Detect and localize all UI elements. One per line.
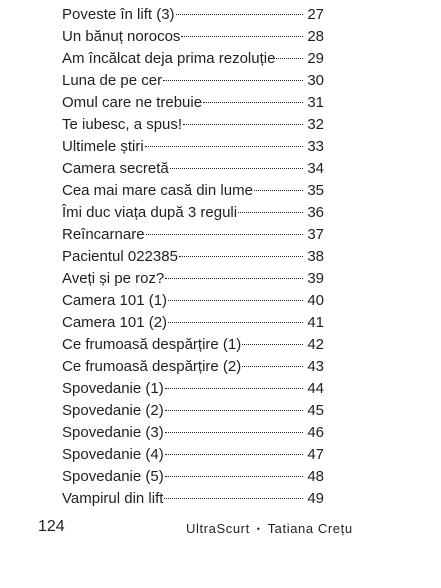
toc-entry-title: Camera 101 (1) (62, 292, 168, 309)
toc-entry (62, 444, 324, 466)
dot-leader (168, 322, 303, 323)
toc-entry-title: Îmi duc viața după 3 reguli (62, 204, 238, 221)
toc-entry-title: Spovedanie (3) (62, 424, 164, 441)
toc-entry-page: 41 (307, 314, 324, 331)
toc-entry-page: 43 (307, 358, 324, 375)
toc-entry-title: Aveți și pe roz? (62, 270, 165, 287)
toc-entry (62, 268, 324, 290)
toc-entry-page: 48 (307, 468, 324, 485)
dot-leader (179, 256, 303, 257)
dot-leader (165, 476, 303, 477)
toc-entry-page: 46 (307, 424, 324, 441)
toc-entry-title: Spovedanie (5) (62, 468, 164, 485)
toc-entry (62, 114, 324, 136)
dot-leader (254, 190, 303, 191)
toc-entry (62, 202, 324, 224)
dot-leader (165, 388, 303, 389)
toc-entry (62, 92, 324, 114)
toc-entry-page: 49 (307, 490, 324, 507)
toc-entry-title: Spovedanie (1) (62, 380, 164, 397)
toc-entry-title: Un bănuț norocos (62, 28, 181, 45)
dot-leader (146, 234, 303, 235)
dot-leader (203, 102, 303, 103)
toc-entry-title: Te iubesc, a spus! (62, 116, 183, 133)
toc-entry-title: Poveste în lift (3) (62, 6, 175, 23)
toc-entry-page: 47 (307, 446, 324, 463)
author-name: Tatiana Crețu (267, 521, 353, 536)
page-footer (38, 518, 368, 540)
dot-leader (163, 80, 303, 81)
toc-entry-page: 36 (307, 204, 324, 221)
dot-leader (181, 36, 303, 37)
toc-entry (62, 70, 324, 92)
dot-leader (165, 454, 303, 455)
toc-entry-title: Vampirul din lift (62, 490, 164, 507)
toc-entry-page: 39 (307, 270, 324, 287)
toc-entry (62, 224, 324, 246)
toc-entry (62, 312, 324, 334)
toc-entry-page: 38 (307, 248, 324, 265)
toc-entry-title: Pacientul 022385 (62, 248, 178, 265)
toc-entry-title: Ce frumoasă despărțire (2) (62, 358, 242, 375)
dot-leader (165, 410, 303, 411)
toc-entry-title: Cea mai mare casă din lume (62, 182, 253, 199)
toc-entry-page: 31 (307, 94, 324, 111)
toc-entry (62, 136, 324, 158)
toc-entry (62, 334, 324, 356)
toc-entry (62, 290, 324, 312)
dot-leader (168, 300, 303, 301)
toc-entry (62, 400, 324, 422)
toc-entry (62, 48, 324, 70)
running-footer (186, 521, 353, 536)
toc-entry-title: Spovedanie (4) (62, 446, 164, 463)
dot-leader (238, 212, 303, 213)
toc-entry-title: Spovedanie (2) (62, 402, 164, 419)
toc-entry (62, 158, 324, 180)
toc-entry (62, 180, 324, 202)
toc-entry-page: 45 (307, 402, 324, 419)
dot-leader (176, 14, 303, 15)
toc-entry (62, 4, 324, 26)
dot-leader (183, 124, 303, 125)
toc-entry (62, 466, 324, 488)
dot-leader (145, 146, 303, 147)
toc-entry (62, 356, 324, 378)
toc-entry-page: 30 (307, 72, 324, 89)
toc-entry-page: 37 (307, 226, 324, 243)
toc-entry-title: Am încălcat deja prima rezoluție (62, 50, 276, 67)
toc-entry-page: 28 (307, 28, 324, 45)
toc-entry-title: Luna de pe cer (62, 72, 163, 89)
toc-entry-page: 34 (307, 160, 324, 177)
toc-entry-title: Ce frumoasă despărțire (1) (62, 336, 242, 353)
toc-entry-page: 29 (307, 50, 324, 67)
dot-leader (242, 344, 303, 345)
toc-entry (62, 378, 324, 400)
page-number: 124 (38, 518, 65, 535)
dot-leader (170, 168, 303, 169)
dot-leader (164, 498, 303, 499)
toc-entry-title: Camera 101 (2) (62, 314, 168, 331)
dot-leader (165, 432, 303, 433)
dot-leader (242, 366, 303, 367)
toc-entry (62, 488, 324, 510)
toc-entry-page: 42 (307, 336, 324, 353)
toc-entry-title: Camera secretă (62, 160, 169, 177)
dot-leader (276, 58, 303, 59)
toc-entry (62, 246, 324, 268)
toc-entry-page: 27 (307, 6, 324, 23)
toc-entry (62, 422, 324, 444)
toc-entry-page: 35 (307, 182, 324, 199)
separator-bullet: • (256, 524, 261, 534)
toc-entry-title: Ultimele știri (62, 138, 144, 155)
dot-leader (165, 278, 303, 279)
table-of-contents (62, 4, 324, 510)
toc-entry (62, 26, 324, 48)
toc-entry-page: 40 (307, 292, 324, 309)
toc-entry-title: Omul care ne trebuie (62, 94, 203, 111)
toc-entry-page: 33 (307, 138, 324, 155)
toc-entry-title: Reîncarnare (62, 226, 145, 243)
book-title: UltraScurt (186, 521, 250, 536)
toc-entry-page: 32 (307, 116, 324, 133)
toc-entry-page: 44 (307, 380, 324, 397)
